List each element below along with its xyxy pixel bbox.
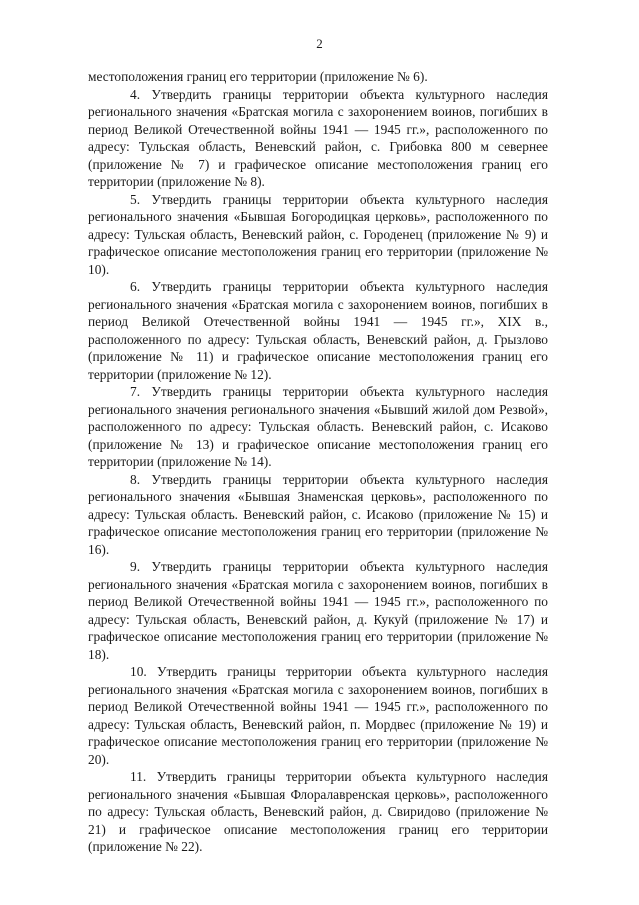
paragraph-item-11: 11. Утвердить границы территории объекта культурного наследия регионального значения «Бывшая Флоралавренская церковь», расположенного по адресу: Тульская область, Веневский район, д. Свиридово (приложение № 21) и графическое описание местоположения границ его территории (приложение № 22).	[88, 769, 548, 854]
document-body	[88, 68, 548, 856]
paragraph-item-6: 6. Утвердить границы территории объекта культурного наследия регионального значения «Братская могила с захоронением воинов, погибших в период Великой Отечественной войны 1941 — 1945 гг.», XIX в., расположенного по адресу: Тульская область, Веневский район, д. Грызлово (приложение № 11) и графическое описание местоположения границ его территории (приложение № 12).	[88, 279, 548, 382]
paragraph-continuation: местоположения границ его территории (приложение № 6).	[88, 69, 428, 84]
paragraph-item-7: 7. Утвердить границы территории объекта культурного наследия регионального значения регионального значения «Бывший жилой дом Резвой», расположенного по адресу: Тульская область. Веневский район, с. Исаково (приложение № 13) и графическое описание местоположения границ его территории (приложение № 14).	[88, 384, 548, 469]
paragraph-item-4: 4. Утвердить границы территории объекта культурного наследия регионального значения «Братская могила с захоронением воинов, погибших в период Великой Отечественной войны 1941 — 1945 гг.», расположенного по адресу: Тульская область, Веневский район, с. Грибовка 800 м севернее (приложение № 7) и графическое описание местоположения границ его территории (приложение № 8).	[88, 86, 548, 189]
paragraph-item-10: 10. Утвердить границы территории объекта культурного наследия регионального значения «Братская могила с захоронением воинов, погибших в период Великой Отечественной войны 1941 — 1945 гг.», расположенного по адресу: Тульская область, Веневский район, п. Мордвес (приложение № 19) и графическое описание местоположения границ его территории (приложение № 20).	[88, 664, 548, 767]
paragraph-item-9: 9. Утвердить границы территории объекта культурного наследия регионального значения «Братская могила с захоронением воинов, погибших в период Великой Отечественной войны 1941 — 1945 гг.», расположенного по адресу: Тульская область, Веневский район, д. Кукуй (приложение № 17) и графическое описание местоположения границ его территории (приложение № 18).	[88, 559, 548, 662]
paragraph-item-5: 5. Утвердить границы территории объекта культурного наследия регионального значения «Бывшая Богородицкая церковь», расположенного по адресу: Тульская область, Веневский район, с. Городенец (приложение № 9) и графическое описание местоположения границ его территории (приложение № 10).	[88, 191, 548, 277]
paragraph-item-8: 8. Утвердить границы территории объекта культурного наследия регионального значения «Бывшая Знаменская церковь», расположенного по адресу: Тульская область. Веневский район, с. Исаково (приложение № 15) и графическое описание местоположения границ его территории (приложение № 16).	[88, 471, 548, 557]
page-number: 2	[316, 36, 323, 51]
